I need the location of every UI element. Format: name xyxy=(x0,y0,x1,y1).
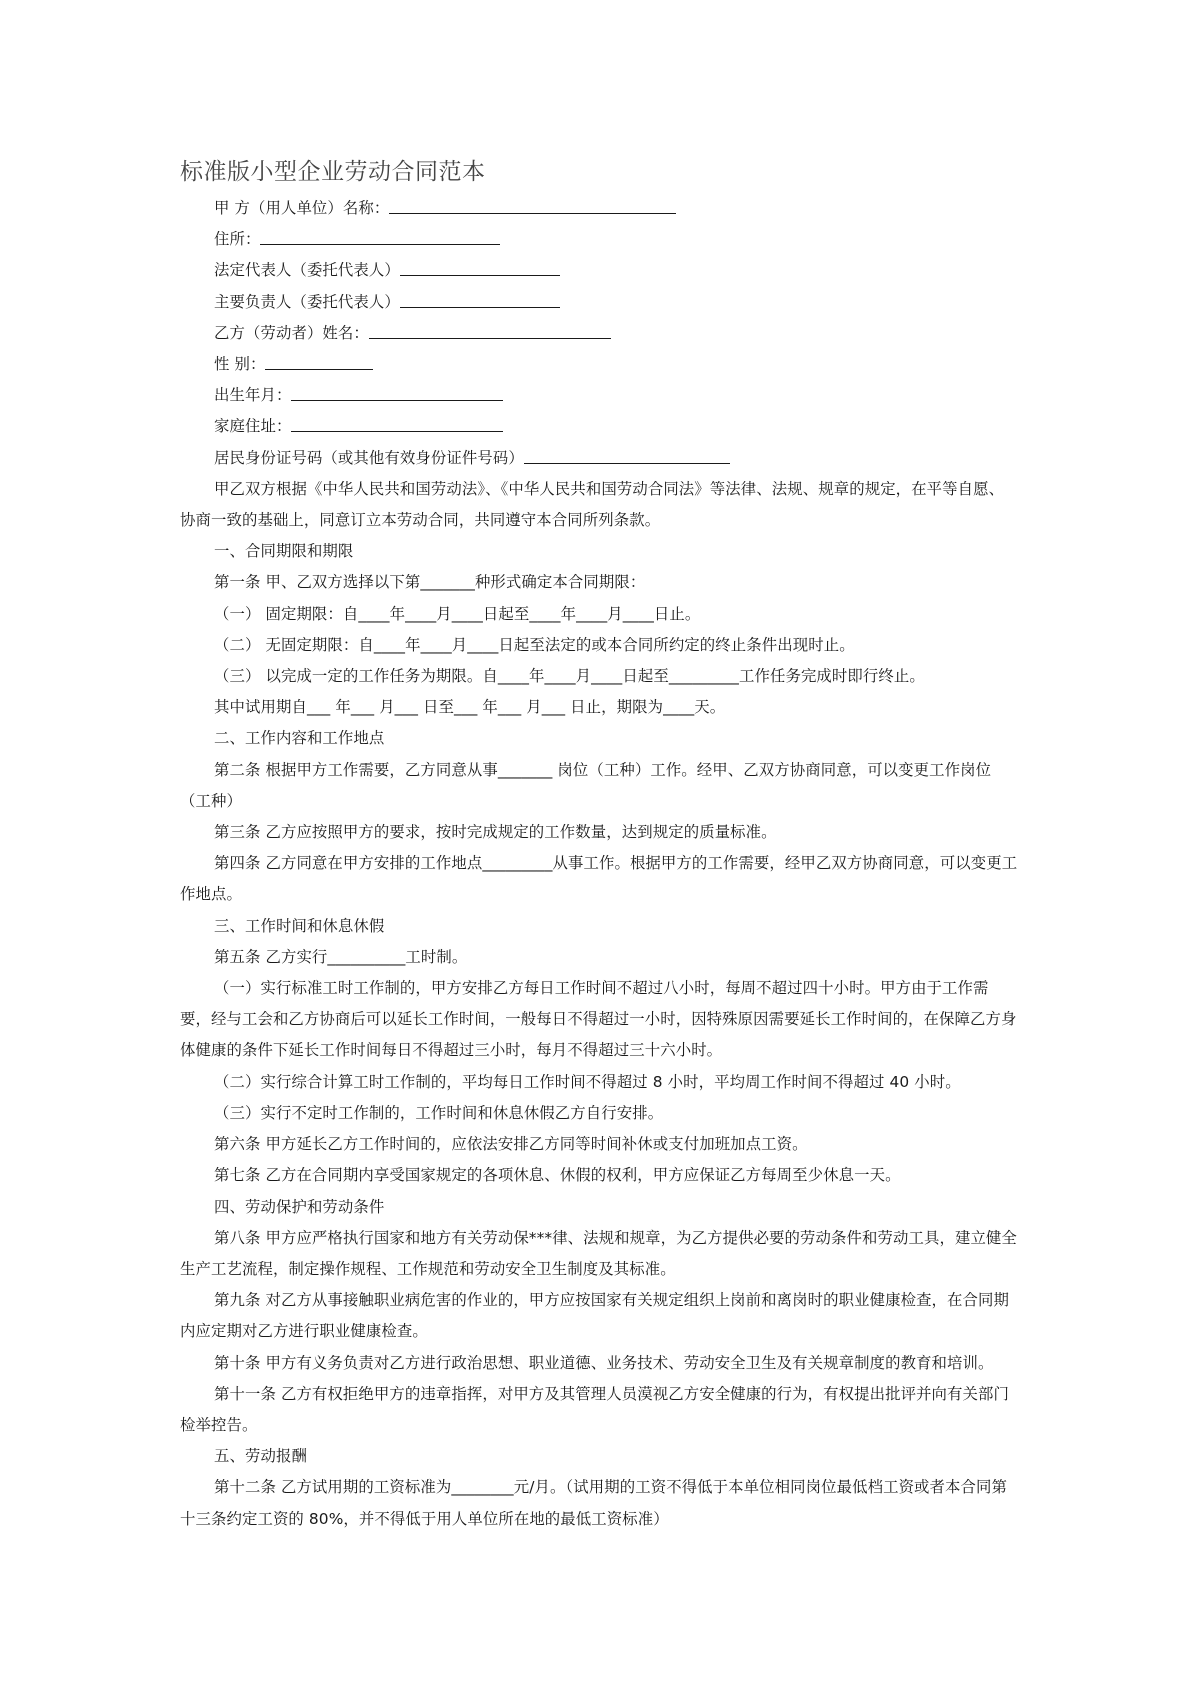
home-address-field xyxy=(180,411,1018,442)
home-address-blank[interactable] xyxy=(291,413,503,432)
id-field xyxy=(180,443,1018,474)
probation-paragraph: 其中试用期自___ 年___ 月___ 日至___ 年___ 月___ 日止，期限为____天。 xyxy=(214,698,726,717)
section-3-heading: 三、工作时间和休息休假 xyxy=(214,916,385,935)
employee-name-blank[interactable] xyxy=(369,320,611,339)
section-5-heading: 五、劳动报酬 xyxy=(214,1447,307,1466)
document-title: 标准版小型企业劳动合同范本 xyxy=(180,159,486,185)
article-6: 第六条 甲方延长乙方工作时间的，应依法安排乙方同等时间补休或支付加班加点工资。 xyxy=(214,1135,808,1154)
gender-label: 性 别： xyxy=(214,355,266,374)
address-label: 住所： xyxy=(214,230,261,249)
intro-paragraph: 甲乙双方根据《中华人民共和国劳动法》、《中华人民共和国劳动合同法》等法律、法规、规章的规定，在平等自愿、协商一致的基础上，同意订立本劳动合同，共同遵守本合同所列条款。 xyxy=(180,479,1005,530)
article-2: 第二条 根据甲方工作需要，乙方同意从事_______ 岗位（工种）工作。经甲、乙双方协商同意，可以变更工作岗位（工种） xyxy=(180,760,992,810)
gender-blank[interactable] xyxy=(265,351,373,370)
article-1-item-2: （二） 无固定期限：自____年____月____日起至法定的或本合同所约定的终止条件出现时止。 xyxy=(214,635,855,654)
principal-blank[interactable] xyxy=(400,289,560,308)
article-5-item-3: （三）实行不定时工作制的，工作时间和休息休假乙方自行安排。 xyxy=(214,1103,664,1122)
employee-name-label: 乙方（劳动者）姓名： xyxy=(214,323,369,342)
article-5: 第五条 乙方实行__________工时制。 xyxy=(214,947,468,966)
article-10: 第十条 甲方有义务负责对乙方进行政治思想、职业道德、业务技术、劳动安全卫生及有关规章制度的教育和培训。 xyxy=(214,1353,994,1372)
id-label: 居民身份证号码（或其他有效身份证件号码） xyxy=(214,448,524,467)
legal-rep-label: 法定代表人（委托代表人） xyxy=(214,261,400,280)
address-field xyxy=(180,224,1018,255)
gender-field xyxy=(180,349,1018,380)
employer-name-blank[interactable] xyxy=(389,195,676,214)
article-5-item-1: （一）实行标准工时工作制的，甲方安排乙方每日工作时间不超过八小时，每周不超过四十小时。甲方由于工作需要，经与工会和乙方协商后可以延长工作时间，一般每日不得超过一小时，因特殊原因需要延长工作时间的，在保障乙方身体健康的条件下延长工作时间每日不得超过三小时，每月不得超过三十六小时。 xyxy=(180,979,1017,1060)
article-1-item-1: （一） 固定期限：自____年____月____日起至____年____月____日止。 xyxy=(214,604,701,623)
principal-label: 主要负责人（委托代表人） xyxy=(214,292,400,311)
article-5-item-2: （二）实行综合计算工时工作制的，平均每日工作时间不得超过 8 小时，平均周工作时间不得超过 40 小时。 xyxy=(214,1072,961,1091)
article-3: 第三条 乙方应按照甲方的要求，按时完成规定的工作数量，达到规定的质量标准。 xyxy=(214,823,777,842)
employee-name-field xyxy=(180,318,1018,349)
address-blank[interactable] xyxy=(260,226,500,245)
article-11: 第十一条 乙方有权拒绝甲方的违章指挥，对甲方及其管理人员漠视乙方安全健康的行为，有权提出批评并向有关部门检举控告。 xyxy=(180,1384,1010,1434)
legal-rep-field xyxy=(180,255,1018,286)
section-2-heading: 二、工作内容和工作地点 xyxy=(214,729,385,748)
article-1-item-3: （三） 以完成一定的工作任务为期限。自____年____月____日起至_________工作任务完成时即行终止。 xyxy=(214,667,925,686)
id-blank[interactable] xyxy=(524,445,730,464)
home-address-label: 家庭住址： xyxy=(214,417,292,436)
contract-body xyxy=(180,193,1018,1535)
birth-blank[interactable] xyxy=(291,382,503,401)
article-8: 第八条 甲方应严格执行国家和地方有关劳动保***律、法规和规章，为乙方提供必要的劳动条件和劳动工具，建立健全生产工艺流程，制定操作规程、工作规范和劳动安全卫生制度及其标准。 xyxy=(180,1228,1017,1278)
employer-name-label: 甲 方（用人单位）名称： xyxy=(214,199,390,217)
article-1: 第一条 甲、乙双方选择以下第_______种形式确定本合同期限： xyxy=(214,573,646,592)
principal-field xyxy=(180,287,1018,318)
article-7: 第七条 乙方在合同期内享受国家规定的各项休息、休假的权利，甲方应保证乙方每周至少休息一天。 xyxy=(214,1166,901,1185)
section-1-heading: 一、合同期限和期限 xyxy=(214,542,354,561)
birth-label: 出生年月： xyxy=(214,386,292,405)
employer-name-field xyxy=(180,193,1018,224)
section-4-heading: 四、劳动保护和劳动条件 xyxy=(214,1197,385,1216)
article-9: 第九条 对乙方从事接触职业病危害的作业的，甲方应按国家有关规定组织上岗前和离岗时的职业健康检查，在合同期内应定期对乙方进行职业健康检查。 xyxy=(180,1291,1010,1341)
article-4: 第四条 乙方同意在甲方安排的工作地点_________从事工作。根据甲方的工作需要，经甲乙双方协商同意，可以变更工作地点。 xyxy=(180,854,1018,904)
legal-rep-blank[interactable] xyxy=(400,257,560,276)
article-12: 第十二条 乙方试用期的工资标准为________元/月。（试用期的工资不得低于本单位相同岗位最低档工资或者本合同第十三条约定工资的 80%，并不得低于用人单位所在地的最低工资标准） xyxy=(180,1478,1007,1528)
birth-field xyxy=(180,380,1018,411)
